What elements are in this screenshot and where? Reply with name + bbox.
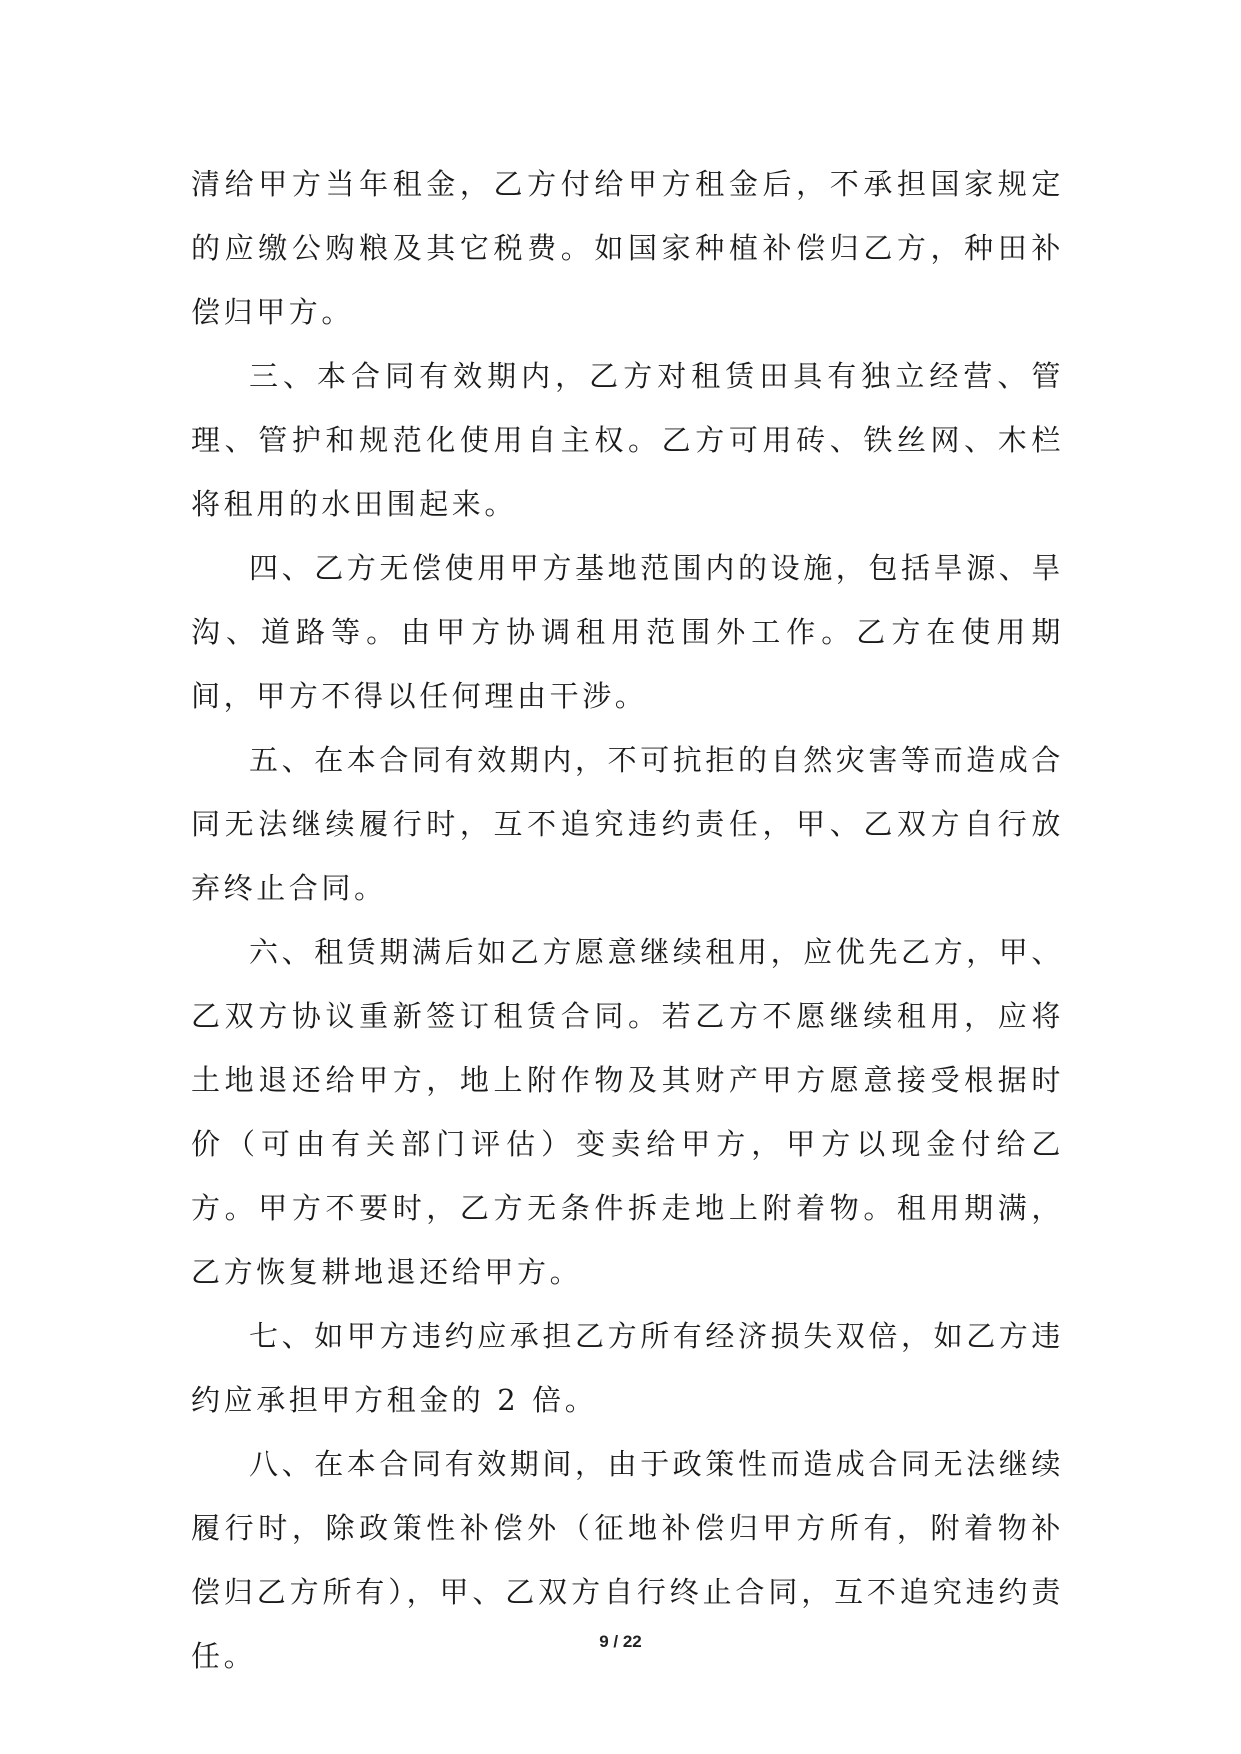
paragraph-clause-8: 八、在本合同有效期间，由于政策性而造成合同无法继续履行时，除政策性补偿外（征地补偿归甲方所有，附着物补偿归乙方所有），甲、乙双方自行终止合同，互不追究违约责任。 [191, 1447, 1065, 1673]
paragraph-clause-3: 三、本合同有效期内，乙方对租赁田具有独立经营、管理、管护和规范化使用自主权。乙方可用砖、铁丝网、木栏将租用的水田围起来。 [191, 359, 1064, 521]
paragraph-rent-and-taxes: 清给甲方当年租金，乙方付给甲方租金后，不承担国家规定的应缴公购粮及其它税费。如国家种植补偿归乙方，种田补偿归甲方。 [191, 167, 1064, 329]
paragraph-clause-5: 五、在本合同有效期内，不可抗拒的自然灾害等而造成合同无法继续履行时，互不追究违约责任，甲、乙双方自行放弃终止合同。 [191, 743, 1065, 905]
page-number: 9 / 22 [599, 1632, 642, 1651]
contract-body [191, 152, 1064, 1688]
paragraph-clause-7: 七、如甲方违约应承担乙方所有经济损失双倍，如乙方违约应承担甲方租金的 2 倍。 [191, 1319, 1065, 1417]
paragraph-clause-6: 六、租赁期满后如乙方愿意继续租用，应优先乙方，甲、乙双方协议重新签订租赁合同。若乙方不愿继续租用，应将土地退还给甲方，地上附作物及其财产甲方愿意接受根据时价（可由有关部门评估）变卖给甲方，甲方以现金付给乙方。甲方不要时，乙方无条件拆走地上附着物。租用期满，乙方恢复耕地退还给甲方。 [191, 935, 1065, 1289]
paragraph-clause-4: 四、乙方无偿使用甲方基地范围内的设施，包括旱源、旱沟、道路等。由甲方协调租用范围外工作。乙方在使用期间，甲方不得以任何理由干涉。 [191, 551, 1065, 713]
